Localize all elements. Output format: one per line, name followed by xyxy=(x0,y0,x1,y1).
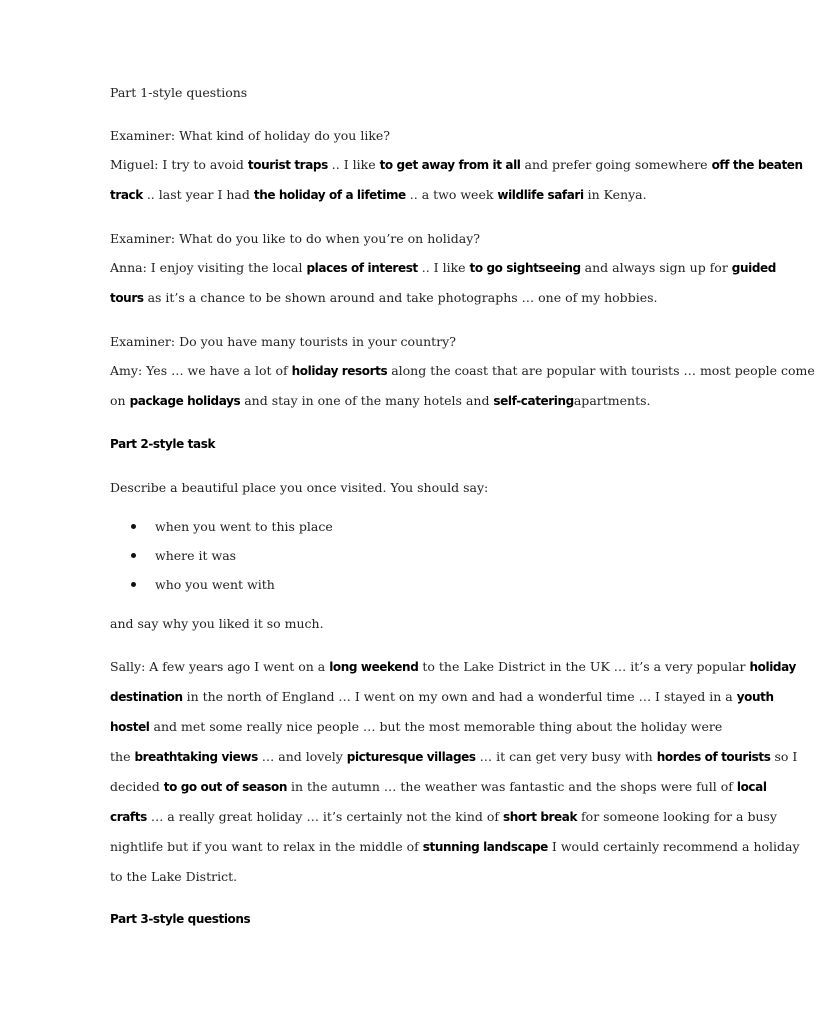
bullet-dot-icon xyxy=(131,553,136,558)
list-item: when you went to this place xyxy=(110,512,710,541)
vocab-get-away: to get away from it all xyxy=(379,158,521,172)
anna-answer-line-1: Anna: I enjoy visiting the local places of interest .. I like to go sightseeing and always sign up for guided xyxy=(110,260,776,275)
sally-answer-line-6: crafts … a really great holiday … it’s certainly not the kind of short break for someone looking for a busy xyxy=(110,809,777,824)
vocab-out-of-season: to go out of season xyxy=(163,780,288,794)
vocab-package-holidays: package holidays xyxy=(129,394,241,408)
vocab-destination: destination xyxy=(110,690,183,704)
document-page xyxy=(110,78,815,934)
amy-answer-line-1: Amy: Yes … we have a lot of holiday resorts along the coast that are popular with tourists … most people come xyxy=(110,363,815,378)
task-bullet-list xyxy=(110,512,710,599)
sally-answer-line-5: decided to go out of season in the autumn … the weather was fantastic and the shops were full of local xyxy=(110,779,767,794)
vocab-track: track xyxy=(110,188,143,202)
sally-answer-line-3: hostel and met some really nice people … but the most memorable thing about the holiday were xyxy=(110,719,723,734)
bullet-dot-icon xyxy=(131,582,136,587)
vocab-local: local xyxy=(736,780,767,794)
vocab-hostel: hostel xyxy=(110,720,150,734)
examiner-question-2: Examiner: What do you like to do when you’re on holiday? xyxy=(110,231,480,246)
list-item: where it was xyxy=(110,541,710,570)
part2-heading: Part 2-style task xyxy=(110,437,216,451)
vocab-short-break: short break xyxy=(502,810,578,824)
miguel-answer-line-1: Miguel: I try to avoid tourist traps .. I like to get away from it all and prefer going somewhere off the beaten xyxy=(110,157,803,172)
bullet-dot-icon xyxy=(131,524,136,529)
sally-answer-line-8: to the Lake District. xyxy=(110,869,238,884)
vocab-self-catering: self-catering xyxy=(493,394,574,408)
vocab-picturesque-villages: picturesque villages xyxy=(346,750,476,764)
vocab-long-weekend: long weekend xyxy=(329,660,419,674)
vocab-stunning-landscape: stunning landscape xyxy=(422,840,548,854)
vocab-tourist-traps: tourist traps xyxy=(247,158,328,172)
vocab-guided: guided xyxy=(731,261,776,275)
part3-heading: Part 3-style questions xyxy=(110,912,251,926)
list-item: who you went with xyxy=(110,570,710,599)
vocab-tours: tours xyxy=(110,291,144,305)
sally-answer-line-4: the breathtaking views … and lovely picturesque villages … it can get very busy with hordes of tourists so I xyxy=(110,749,798,764)
vocab-holiday-of-a-lifetime: the holiday of a lifetime xyxy=(253,188,406,202)
anna-answer-line-2: tours as it’s a chance to be shown around and take photographs … one of my hobbies. xyxy=(110,290,658,305)
amy-answer-line-2: on package holidays and stay in one of the many hotels and self-cateringapartments. xyxy=(110,393,651,408)
vocab-holiday: holiday xyxy=(749,660,796,674)
sally-answer-line-2: destination in the north of England … I went on my own and had a wonderful time … I stayed in a youth xyxy=(110,689,774,704)
vocab-wildlife-safari: wildlife safari xyxy=(497,188,584,202)
sally-answer-line-1: Sally: A few years ago I went on a long weekend to the Lake District in the UK … it’s a very popular holiday xyxy=(110,659,796,674)
vocab-off-the-beaten: off the beaten xyxy=(711,158,803,172)
vocab-go-sightseeing: to go sightseeing xyxy=(469,261,581,275)
examiner-question-3: Examiner: Do you have many tourists in your country? xyxy=(110,334,456,349)
part2-intro: Describe a beautiful place you once visited. You should say: xyxy=(110,480,489,495)
vocab-youth: youth xyxy=(736,690,774,704)
vocab-holiday-resorts: holiday resorts xyxy=(291,364,388,378)
vocab-crafts: crafts xyxy=(110,810,147,824)
part1-heading: Part 1-style questions xyxy=(110,85,248,100)
examiner-question-1: Examiner: What kind of holiday do you like? xyxy=(110,128,390,143)
part2-outro: and say why you liked it so much. xyxy=(110,616,324,631)
vocab-breathtaking-views: breathtaking views xyxy=(134,750,258,764)
miguel-answer-line-2: track .. last year I had the holiday of a lifetime .. a two week wildlife safari in Kenya. xyxy=(110,187,647,202)
vocab-places-of-interest: places of interest xyxy=(306,261,418,275)
sally-answer-line-7: nightlife but if you want to relax in the middle of stunning landscape I would certainly recommend a holiday xyxy=(110,839,800,854)
vocab-hordes-of-tourists: hordes of tourists xyxy=(656,750,771,764)
